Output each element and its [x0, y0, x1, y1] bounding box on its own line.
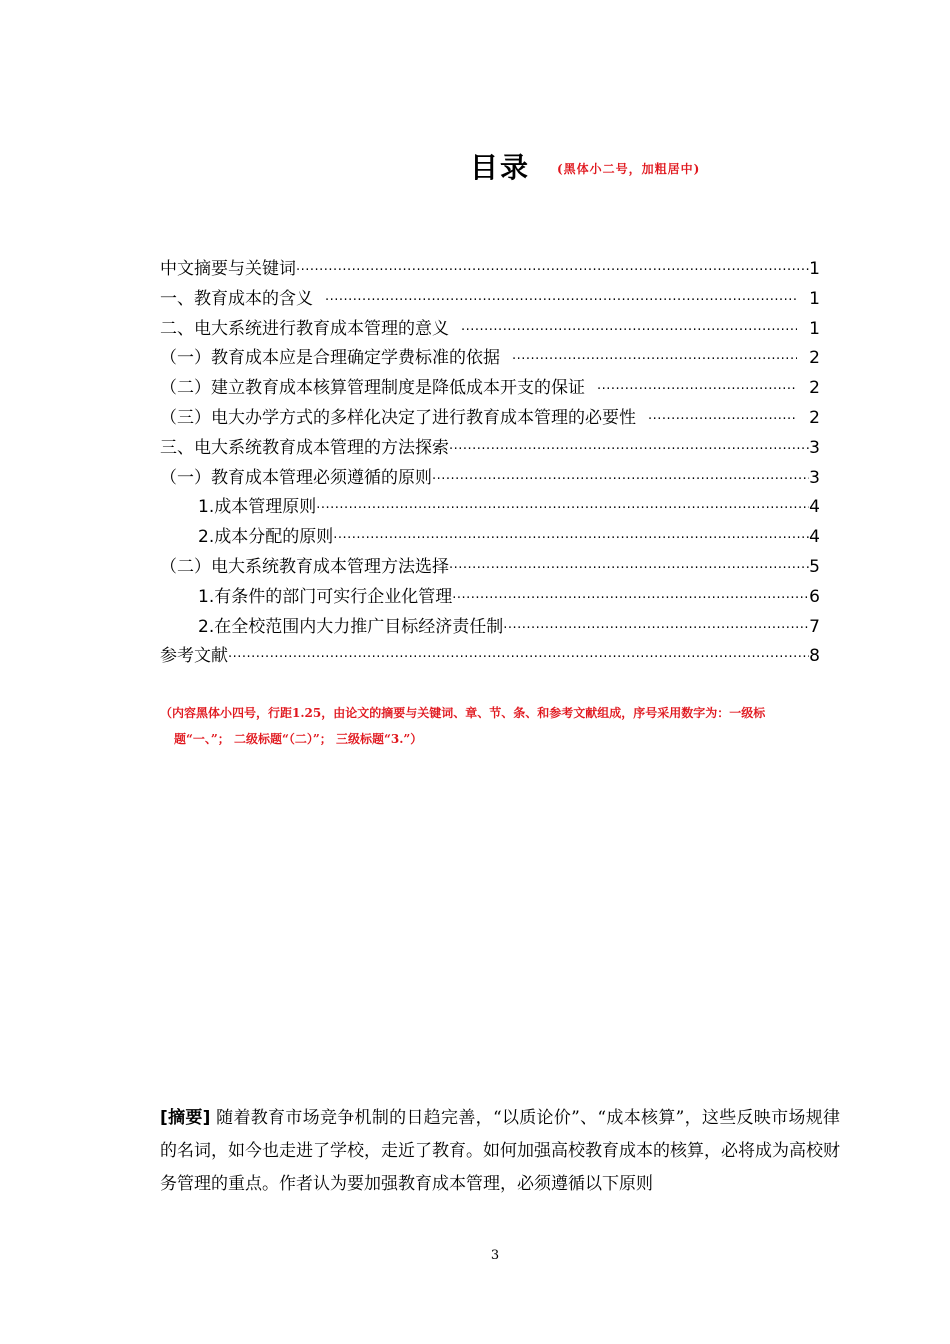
- toc-leader-dots: [512, 345, 797, 375]
- toc-entry-page: 7: [809, 616, 820, 637]
- toc-entry-label: 中文摘要与关键词: [160, 259, 296, 279]
- toc-leader-dots: [228, 643, 809, 673]
- toc-entry[interactable]: [160, 464, 820, 494]
- toc-entry-label: 二、电大系统进行教育成本管理的意义: [160, 318, 449, 339]
- title-row: [0, 148, 950, 188]
- toc-leader-dots: [503, 614, 809, 644]
- abstract-section: [160, 1102, 840, 1201]
- toc-entry[interactable]: [160, 642, 820, 672]
- toc-entry[interactable]: [160, 315, 820, 345]
- toc-leader-dots: [325, 286, 797, 316]
- format-annotation-line-2: 题“一、”； 二级标题“（二）”； 三级标题“3.”）: [174, 732, 423, 746]
- toc-leader-dots: [597, 375, 797, 405]
- format-annotation: [160, 700, 850, 752]
- toc-entry-page: 8: [809, 646, 820, 667]
- toc-entry-label: （三）电大办学方式的多样化决定了进行教育成本管理的必要性: [160, 407, 636, 428]
- toc-entry-label: 参考文献: [160, 646, 228, 667]
- toc-entry-page: 5: [809, 556, 820, 577]
- toc-entry-page: 1: [809, 318, 820, 339]
- toc-entry[interactable]: [160, 374, 820, 404]
- title-format-note: (黑体小二号，加粗居中): [557, 162, 701, 176]
- toc-entry[interactable]: [160, 493, 820, 523]
- toc-entry-label: （一）教育成本应是合理确定学费标准的依据: [160, 348, 500, 369]
- abstract-paragraph: [160, 1102, 840, 1201]
- toc-title: 目录: [470, 151, 531, 184]
- abstract-tag: [摘要]: [160, 1108, 211, 1128]
- toc-leader-dots: [333, 524, 809, 554]
- toc-entry[interactable]: [160, 285, 820, 315]
- toc-entry-label: 三、电大系统教育成本管理的方法探索: [160, 437, 449, 458]
- toc-entry-page: 4: [809, 497, 820, 518]
- toc-entry-label: 2.成本分配的原则: [198, 527, 334, 548]
- page-number: 3: [490, 1248, 500, 1263]
- toc-leader-dots: [296, 256, 809, 286]
- toc-leader-dots: [461, 316, 797, 346]
- toc-entry-page: 6: [809, 586, 820, 607]
- toc-entry-label: （二）电大系统教育成本管理方法选择: [160, 556, 449, 577]
- format-annotation-line-1: （内容黑体小四号，行距1.25，由论文的摘要与关键词、章、节、条、和参考文献组成，序号采用数字为：一级标: [160, 706, 766, 720]
- toc-leader-dots: [449, 554, 809, 584]
- toc-entry[interactable]: [160, 255, 820, 285]
- toc-entry-label: （二）建立教育成本核算管理制度是降低成本开支的保证: [160, 378, 585, 399]
- toc-leader-dots: [449, 435, 809, 465]
- toc-entry-label: 2.在全校范围内大力推广目标经济责任制: [198, 616, 504, 637]
- toc-entry-page: 4: [809, 527, 820, 548]
- toc-entry-label: 一、教育成本的含义: [160, 288, 313, 309]
- toc-leader-dots: [648, 405, 797, 435]
- toc-entry-page: 2: [809, 348, 820, 369]
- toc-entry-page: 2: [809, 407, 820, 428]
- table-of-contents: [160, 255, 820, 672]
- toc-leader-dots: [316, 494, 809, 524]
- toc-entry-page: 1: [809, 259, 820, 279]
- toc-entry[interactable]: [160, 434, 820, 464]
- toc-entry-page: 3: [809, 437, 820, 458]
- toc-entry[interactable]: [160, 404, 820, 434]
- toc-entry[interactable]: [160, 583, 820, 613]
- toc-entry-page: 1: [809, 288, 820, 309]
- toc-leader-dots: [452, 584, 809, 614]
- abstract-text: 随着教育市场竞争机制的日趋完善，“以质论价”、“成本核算”，这些反映市场规律的名词，如今也走进了学校，走近了教育。如何加强高校教育成本的核算，必将成为高校财务管理的重点。作者认为要加强教育成本管理，必须遵循以下原则: [160, 1108, 841, 1194]
- toc-leader-dots: [432, 465, 809, 495]
- toc-entry-page: 2: [809, 378, 820, 399]
- toc-entry-label: 1.成本管理原则: [198, 497, 317, 518]
- toc-entry[interactable]: [160, 344, 820, 374]
- toc-entry[interactable]: [160, 613, 820, 643]
- toc-entry[interactable]: [160, 523, 820, 553]
- toc-entry-page: 3: [809, 467, 820, 488]
- toc-entry-label: （一）教育成本管理必须遵循的原则: [160, 467, 432, 488]
- toc-entry-label: 1.有条件的部门可实行企业化管理: [198, 586, 453, 607]
- toc-entry[interactable]: [160, 553, 820, 583]
